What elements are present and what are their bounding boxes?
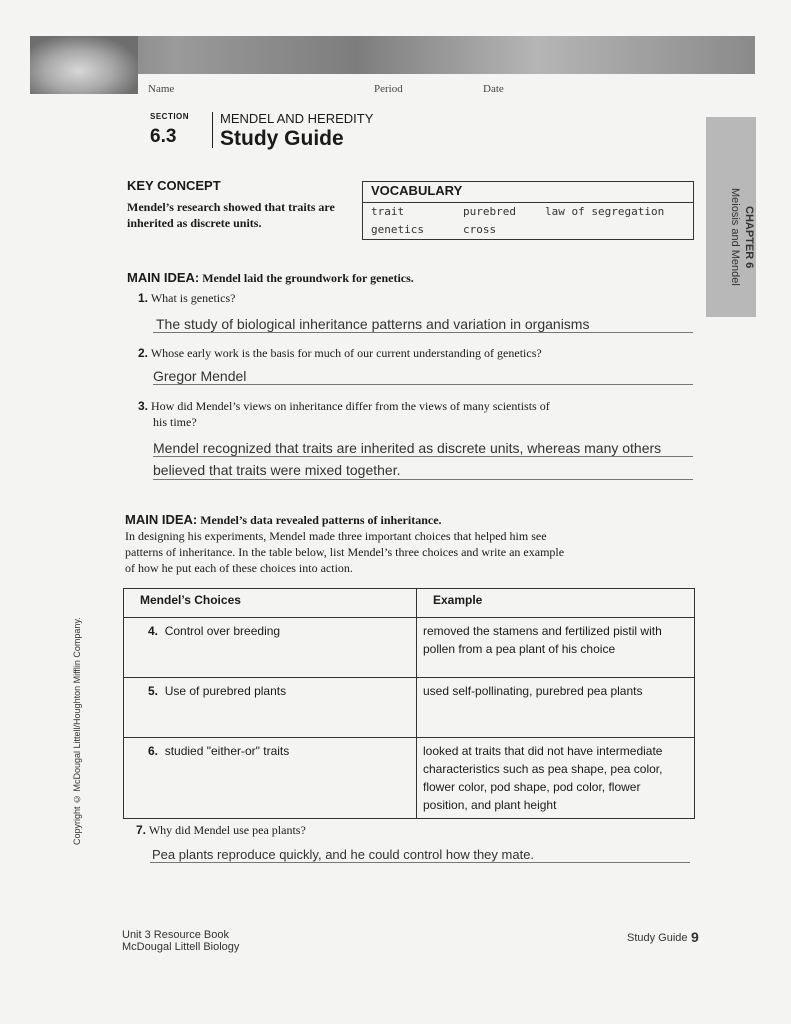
main-idea-2-intro-3: of how he put each of these choices into action.	[125, 561, 353, 575]
vocabulary-heading: VOCABULARY	[371, 183, 463, 198]
vocabulary-box	[362, 181, 694, 240]
choice-text: Control over breeding	[164, 624, 281, 638]
page-number: 9	[691, 929, 699, 945]
question-text: Whose early work is the basis for much of our current understanding of genetics?	[150, 346, 542, 360]
section-number: 6.3	[150, 126, 177, 147]
period-label: Period	[374, 83, 403, 95]
choice-cell	[124, 678, 417, 738]
question-3	[138, 398, 550, 414]
main-idea-label: MAIN IDEA:	[125, 512, 198, 527]
choice-text: studied "either-or" traits	[164, 744, 290, 758]
question-1	[138, 290, 235, 306]
row-number: 4.	[148, 624, 159, 638]
vocab-term: law of segregation	[545, 205, 665, 218]
section-label: SECTION	[150, 112, 190, 121]
answer-3-line-2: believed that traits were mixed together.	[153, 462, 401, 478]
answer-2: Gregor Mendel	[153, 368, 247, 384]
choices-table	[123, 588, 695, 819]
table-header-row	[124, 589, 695, 618]
main-idea-label: MAIN IDEA:	[127, 270, 200, 285]
answer-line	[153, 456, 693, 457]
answer-line	[153, 332, 693, 333]
table-row	[124, 678, 695, 738]
answer-7: Pea plants reproduce quickly, and he could control how they mate.	[152, 847, 535, 862]
vocab-term: cross	[463, 223, 497, 236]
choice-cell	[124, 618, 417, 678]
footer-section-label: Study Guide	[627, 932, 688, 944]
section-divider	[212, 112, 213, 148]
main-idea-2-intro-2: patterns of inheritance. In the table below, list Mendel’s three choices and write an example	[125, 545, 565, 559]
side-tab-subtitle: Meiosis and Mendel	[729, 188, 741, 286]
example-cell: used self-pollinating, purebred pea plants	[417, 678, 695, 738]
row-number: 5.	[148, 684, 159, 698]
name-label: Name	[148, 83, 175, 95]
answer-1: The study of biological inheritance patterns and variation in organisms	[156, 316, 590, 332]
vocab-term: genetics	[371, 223, 424, 236]
banner-strip	[138, 74, 755, 94]
chapter-side-tab	[706, 117, 756, 317]
question-7	[136, 822, 306, 838]
chapter-title: MENDEL AND HEREDITY	[220, 111, 374, 126]
question-number: 7.	[136, 823, 147, 837]
main-idea-text: Mendel’s data revealed patterns of inheritance.	[200, 513, 442, 527]
example-cell: looked at traits that did not have intermediate characteristics such as pea shape, pea color, flower color, pod shape, pod color, flower position, and plant height	[417, 738, 695, 819]
vocab-term: trait	[371, 205, 405, 218]
main-idea-1	[127, 270, 414, 286]
main-idea-2-intro-1: In designing his experiments, Mendel made three important choices that helped him see	[125, 529, 547, 543]
question-number: 3.	[138, 399, 149, 413]
row-number: 6.	[148, 744, 159, 758]
question-text: What is genetics?	[150, 291, 236, 305]
table-row	[124, 738, 695, 819]
choice-text: Use of purebred plants	[164, 684, 287, 698]
footer-book-subtitle: McDougal Littell Biology	[122, 941, 240, 953]
column-header-example: Example	[417, 589, 695, 618]
choice-cell	[124, 738, 417, 819]
date-label: Date	[483, 83, 504, 95]
page-title: Study Guide	[220, 127, 344, 150]
footer-book-title: Unit 3 Resource Book	[122, 929, 229, 941]
main-idea-text: Mendel laid the groundwork for genetics.	[202, 271, 414, 285]
side-tab-chapter: CHAPTER 6	[743, 205, 755, 269]
answer-line	[150, 862, 690, 863]
vocab-term: purebred	[463, 205, 516, 218]
question-text: How did Mendel’s views on inheritance differ from the views of many scientists of	[151, 399, 550, 413]
key-concept-text: Mendel’s research showed that traits are inherited as discrete units.	[127, 200, 335, 230]
table-row	[124, 618, 695, 678]
key-concept-heading: KEY CONCEPT	[127, 178, 221, 193]
answer-line	[153, 384, 693, 385]
question-text: Why did Mendel use pea plants?	[148, 823, 306, 837]
answer-3-line-1: Mendel recognized that traits are inherited as discrete units, whereas many others	[153, 440, 662, 456]
main-idea-2	[125, 512, 442, 528]
question-2	[138, 345, 542, 361]
question-number: 1.	[138, 291, 149, 305]
copyright-notice: Copyright © McDougal Littell/Houghton Mifflin Company.	[72, 617, 82, 845]
question-number: 2.	[138, 346, 149, 360]
question-3-cont: his time?	[153, 415, 197, 429]
answer-line	[153, 479, 693, 480]
vocabulary-divider	[363, 202, 693, 203]
column-header-choices: Mendel’s Choices	[124, 589, 417, 618]
example-cell: removed the stamens and fertilized pistil with pollen from a pea plant of his choice	[417, 618, 695, 678]
banner-photo	[30, 36, 138, 94]
